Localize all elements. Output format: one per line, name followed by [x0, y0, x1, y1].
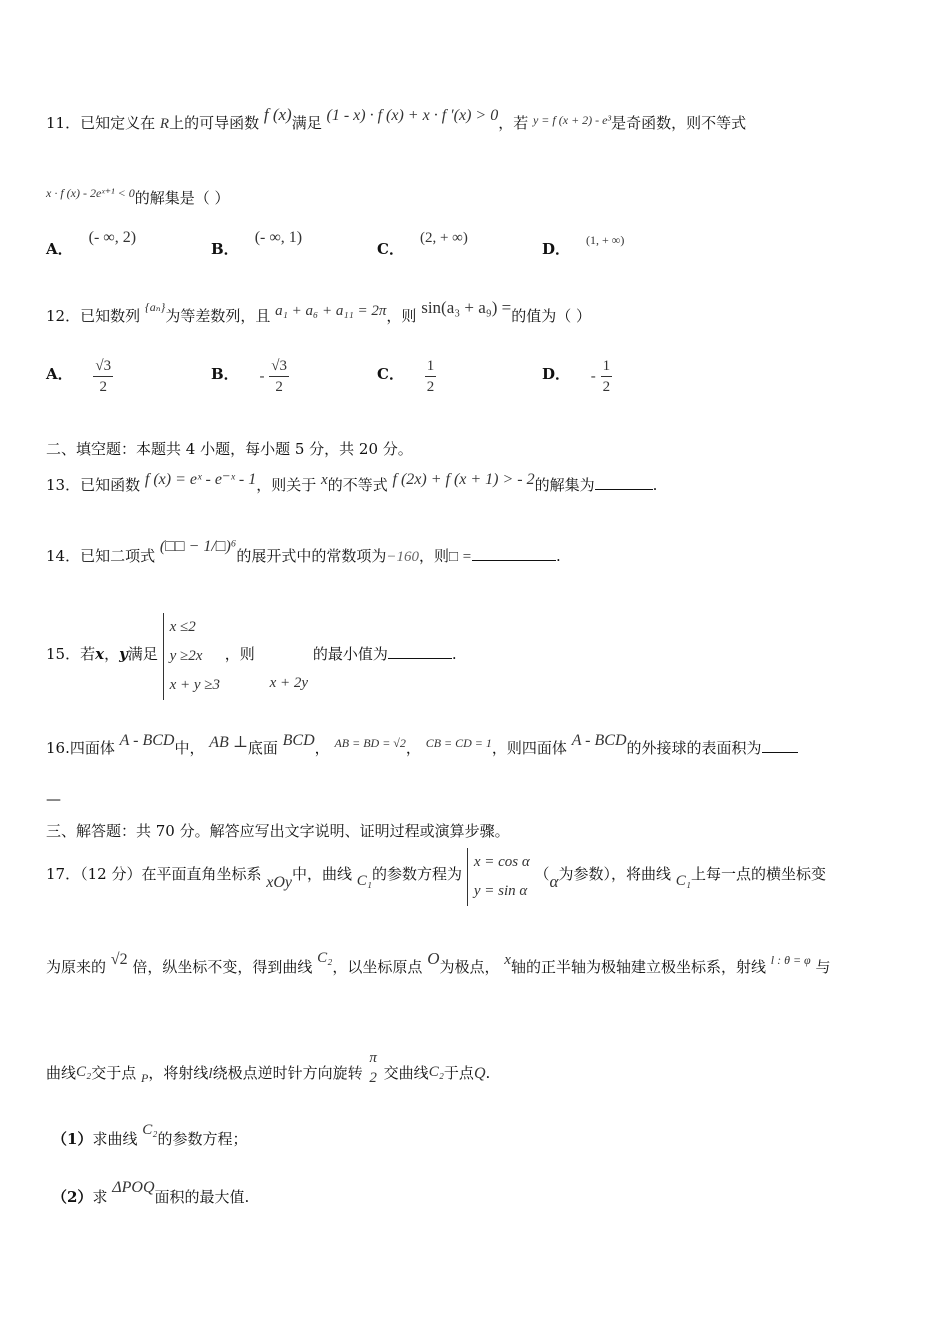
q13-answer-blank[interactable] [595, 475, 653, 490]
q17-number: 17． [46, 865, 81, 883]
q17-part1 [52, 1122, 248, 1149]
constraint-row: x + y ≥3 [169, 677, 221, 693]
option-label: A． [46, 240, 73, 258]
part-label: （2） [52, 1188, 93, 1206]
option-sign: - [259, 368, 265, 385]
q12-math-sum: a₁ + a₆ + a₁₁ = 2π [275, 303, 387, 319]
q16-text: 四面体 [69, 739, 115, 757]
q11-text: 是奇函数，则不等式 [611, 114, 747, 132]
section-heading-answer: 三、解答题：共 70 分。解答应写出文字说明、证明过程或演算步骤。 [46, 822, 510, 840]
option-fraction [93, 356, 113, 397]
q16-text: ，则四面体 [491, 739, 567, 757]
q15-text: . [451, 644, 457, 663]
q15-answer-blank[interactable] [388, 644, 452, 659]
option-fraction [425, 356, 437, 397]
q14-text: 的展开式中的常数项为 [236, 547, 387, 565]
q17-text: 倍，纵坐标不变，得到曲线 [132, 958, 313, 976]
q15-text: ， [104, 644, 120, 663]
q15-math-expression: x + 2y [269, 674, 309, 691]
fraction-numerator: √3 [269, 356, 289, 377]
q15-math-x: x [95, 644, 105, 663]
q13-text: ，则关于 [256, 476, 317, 494]
fraction-denominator: 2 [602, 379, 611, 395]
q11-text: 上的可导函数 [169, 114, 260, 132]
q17-text: 交于点 [91, 1064, 137, 1082]
q17-text: 的参数方程； [157, 1130, 248, 1148]
q11-number: 11． [46, 114, 81, 132]
q17-text: （12 分）在平面直角坐标系 [80, 865, 262, 883]
q17-math-triangle: ΔPOQ [112, 1179, 155, 1196]
q16-answer-blank[interactable] [762, 738, 798, 753]
q16-text: ， [405, 739, 421, 757]
option-label: C． [377, 364, 404, 383]
q13-math-f: f (x) = eˣ - e⁻ˣ - 1 [144, 471, 257, 488]
q16-text: 的外接球的表面积为 [626, 739, 762, 757]
q16-math-perpendicular: AB ⊥ [209, 734, 248, 751]
q17-math-c1: C₁ [675, 873, 691, 889]
q13-text: 的不等式 [327, 476, 388, 494]
q17-math-c2: C₂ [142, 1122, 158, 1138]
q16-line [46, 732, 798, 758]
q17-math-l: l [208, 1066, 213, 1082]
constraint-row: x ≤2 [169, 619, 196, 635]
parametric-row: y = sin α [473, 883, 528, 899]
q12-text: 已知数列 [80, 307, 141, 325]
q17-text: 求曲线 [92, 1130, 138, 1148]
q16-text: 中， [174, 739, 205, 757]
q16-math-tetrahedron: A - BCD [119, 732, 175, 749]
q12-option-c[interactable] [377, 356, 436, 397]
q11-option-d[interactable] [542, 233, 625, 259]
q15-line [46, 613, 457, 700]
q12-math-an: {aₙ} [144, 300, 166, 314]
option-label: B． [211, 364, 239, 383]
section-heading-fill-in: 二、填空题：本题共 4 小题，每小题 5 分，共 20 分。 [46, 440, 413, 458]
fraction-numerator: 1 [601, 356, 613, 377]
q16-blank-continuation[interactable]: — [46, 790, 61, 808]
q13-text: . [652, 476, 658, 494]
q11-option-a[interactable] [46, 229, 137, 259]
q14-line [46, 538, 561, 566]
q11-option-c[interactable] [377, 230, 468, 259]
q17-math-ray: l : θ = φ [770, 953, 811, 967]
q14-text: . [555, 547, 561, 565]
q17-text: 为极点， [439, 958, 500, 976]
q11-math-r: R [159, 116, 170, 132]
option-fraction [269, 356, 289, 397]
q17-text: 求 [92, 1188, 108, 1206]
q13-line [46, 471, 658, 495]
fraction-denominator: 2 [426, 379, 435, 395]
q11-math-condition: (1 - x) · f (x) + x · f ′(x) > 0 [326, 107, 499, 124]
q17-text: 曲线 [46, 1064, 77, 1082]
q16-math-base: BCD [282, 732, 315, 749]
q17-text: 的参数方程为 [372, 865, 463, 883]
q17-math-alpha: α [549, 872, 559, 891]
q15-text: 的最小值为 [312, 644, 388, 663]
q17-text: 轴的正半轴为极轴建立极坐标系，射线 [510, 958, 766, 976]
q15-constraint-system [163, 613, 220, 700]
q12-number: 12． [46, 307, 81, 325]
fraction-denominator: 2 [275, 379, 283, 395]
q15-text: ，则 [224, 644, 255, 663]
q13-number: 13． [46, 476, 81, 494]
q12-option-a[interactable] [46, 356, 113, 397]
q14-answer-blank[interactable] [472, 546, 556, 561]
q11-line2 [46, 187, 230, 208]
q16-text: 底面 [247, 739, 278, 757]
q11-line1 [46, 105, 747, 133]
parametric-row: x = cos α [473, 854, 530, 870]
q15-math-y: y [119, 644, 128, 663]
q16-math-tetrahedron: A - BCD [571, 732, 627, 749]
q17-text: ，以坐标原点 [332, 958, 423, 976]
q17-text: 面积的最大值. [154, 1188, 250, 1206]
q11-text: 已知定义在 [80, 114, 156, 132]
option-value: (- ∞, 1) [254, 229, 303, 246]
q17-line2 [46, 949, 831, 977]
q17-fraction-pi-over-2 [367, 1048, 379, 1088]
q14-math-binomial: (□□ − 1/□)⁶ [159, 538, 237, 555]
option-label: D． [542, 364, 571, 383]
q17-text: . [485, 1064, 491, 1082]
q17-part2 [52, 1179, 250, 1207]
q12-line1 [46, 298, 592, 326]
q11-math-fx: f (x) [263, 105, 292, 124]
q15-number: 15． [46, 644, 81, 663]
q17-text: 绕极点逆时针方向旋转 [212, 1064, 363, 1082]
q11-option-b[interactable] [211, 229, 303, 259]
q17-math-p: P [141, 1071, 149, 1085]
option-label: D． [542, 240, 571, 258]
q13-text: 已知函数 [80, 476, 141, 494]
fraction-numerator: 1 [425, 356, 437, 377]
q14-number: 14． [46, 547, 81, 565]
q14-math-unknown: □ = [449, 549, 472, 565]
q11-math-y: y = f (x + 2) - e³ [532, 113, 612, 127]
q17-math-q: Q [473, 1065, 486, 1082]
option-value: (- ∞, 2) [88, 229, 137, 246]
q12-math-sin: sin(a₃ + a₉) = [421, 298, 512, 317]
fraction-denominator: 2 [369, 1070, 377, 1086]
q13-math-inequality: f (2x) + f (x + 1) > - 2 [392, 471, 535, 488]
q13-text: 的解集为 [534, 476, 595, 494]
q17-math-c2: C₂ [76, 1064, 92, 1080]
q17-text: 上每一点的横坐标变 [691, 865, 827, 883]
q17-math-c2: C₂ [317, 950, 333, 966]
q15-text: 若 [80, 644, 96, 663]
option-label: C． [377, 240, 404, 258]
q17-text: 交曲线 [383, 1064, 429, 1082]
option-value: (1, + ∞) [586, 233, 625, 247]
q17-math-xoy: xOy [266, 874, 292, 891]
option-label: B． [211, 240, 239, 258]
q17-line3 [46, 1050, 491, 1094]
q17-math-sqrt2: √2 [110, 951, 128, 968]
q17-math-x: x [504, 952, 511, 968]
part-label: （1） [52, 1130, 93, 1148]
q14-text: ，则 [418, 547, 449, 565]
q17-math-c1: C₁ [356, 873, 373, 889]
q11-text: ，若 [498, 114, 529, 132]
q12-option-d[interactable] [542, 356, 612, 397]
q17-text: 中，曲线 [292, 865, 353, 883]
q16-math-equation1: AB = BD = √2 [334, 736, 406, 750]
q11-text: 的解集是（ ） [134, 189, 230, 207]
q12-text: 的值为（ ） [511, 307, 592, 325]
fraction-denominator: 2 [99, 379, 108, 395]
option-fraction [601, 356, 613, 397]
q16-number: 16. [46, 739, 70, 757]
q17-text: 与 [815, 958, 831, 976]
q12-text: ，则 [386, 307, 417, 325]
q16-math-equation2: CB = CD = 1 [425, 736, 492, 750]
fraction-numerator: π [369, 1050, 377, 1066]
q17-text: 于点 [443, 1064, 474, 1082]
q14-text: 已知二项式 [80, 547, 156, 565]
q17-line1 [46, 848, 826, 906]
q12-option-b[interactable] [211, 356, 289, 397]
q17-text: 为参数），将曲线 [558, 865, 671, 883]
q17-math-c2: C₂ [428, 1064, 444, 1080]
q11-text: 满足 [291, 114, 322, 132]
q17-parametric-system [467, 848, 530, 906]
q14-math-value: −160 [386, 549, 419, 565]
option-label: A． [46, 364, 73, 383]
q13-math-x: x [321, 472, 328, 488]
q17-text: （ [534, 865, 550, 883]
option-sign: - [590, 368, 596, 385]
q17-math-origin: O [427, 949, 440, 968]
q11-math-inequality: x · f (x) - 2eˣ⁺¹ < 0 [46, 186, 135, 200]
q17-text: ，将射线 [148, 1064, 209, 1082]
option-value: (2, + ∞) [419, 230, 468, 246]
q12-text: 为等差数列，且 [165, 307, 271, 325]
fraction-numerator: √3 [93, 356, 113, 377]
q16-text: ， [314, 739, 330, 757]
q17-text: 为原来的 [46, 958, 107, 976]
q15-text: 满足 [127, 644, 158, 663]
constraint-row: y ≥2x [169, 648, 203, 664]
